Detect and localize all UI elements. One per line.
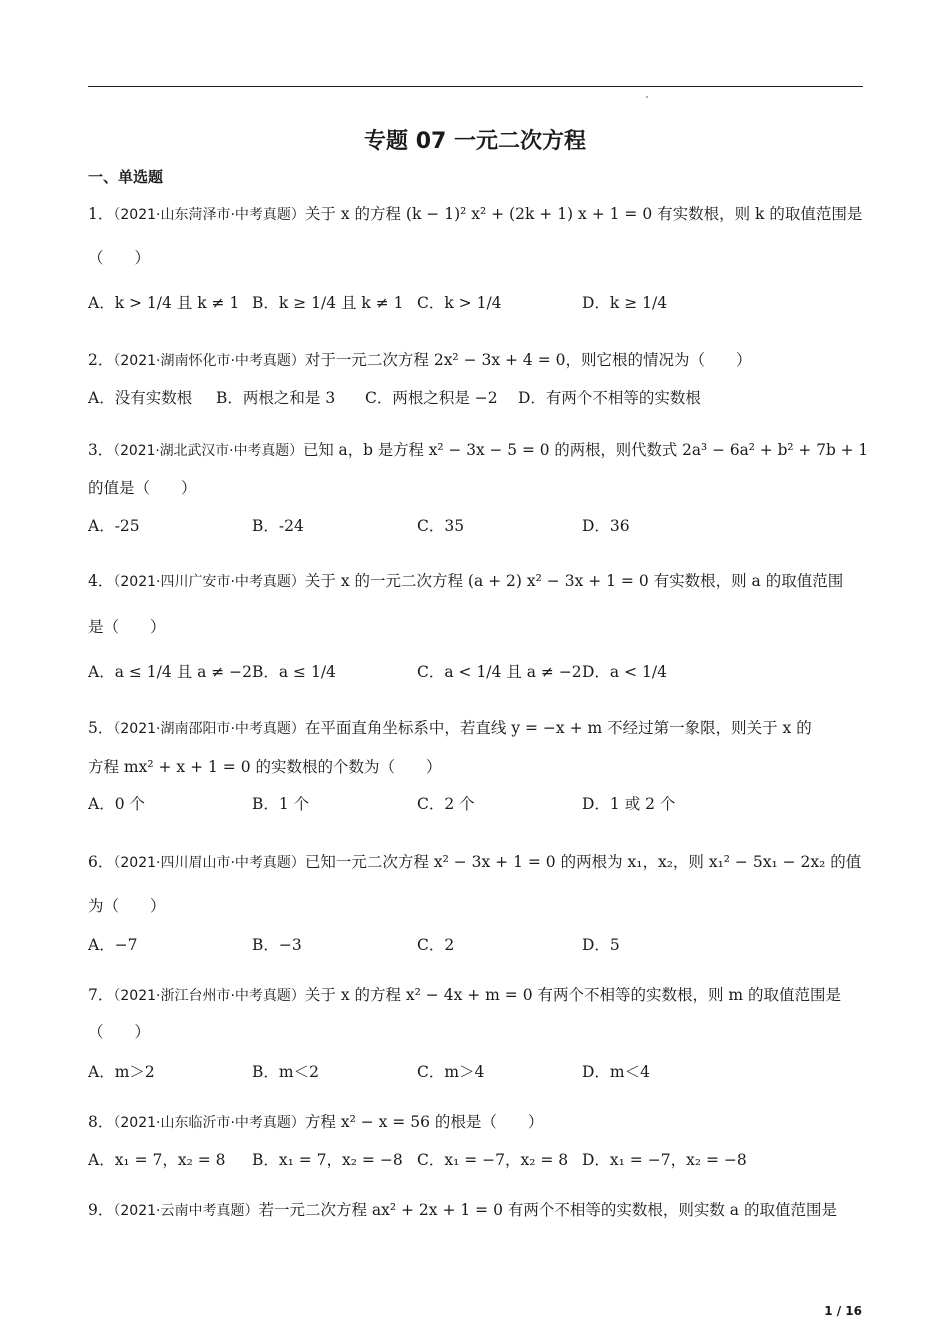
question-2-text: 对于一元二次方程 2x² − 3x + 4 = 0，则它根的情况为（ ） [304, 351, 752, 369]
question-2-line-1 [88, 349, 868, 372]
question-9-source: （2021·云南中考真题） [113, 1203, 259, 1219]
question-5-option-d: D．1 或 2 个 [582, 795, 676, 813]
question-6-option-c: C．2 [417, 936, 455, 954]
question-9-number: 9． [88, 1201, 114, 1219]
question-5-option-b: B．1 个 [252, 795, 310, 813]
question-7-line-1 [88, 984, 868, 1007]
question-3-text: 已知 a，b 是方程 x² − 3x − 5 = 0 的两根，则代数式 2a³ − 6a² + b² + 7b + 1 [302, 441, 869, 459]
question-7-option-c: C．m＞4 [417, 1063, 485, 1081]
question-8-line-1 [88, 1111, 868, 1134]
question-6-number: 6． [88, 853, 114, 871]
question-3-source: （2021·湖北武汉市·中考真题） [113, 443, 303, 459]
header-dot [646, 96, 648, 98]
question-5-line-1 [88, 717, 868, 740]
question-2-option-d: D．有两个不相等的实数根 [518, 389, 701, 407]
question-3-option-d: D．36 [582, 517, 630, 535]
question-4-option-c: C．a < 1/4 且 a ≠ −2 [417, 663, 582, 681]
question-8-source: （2021·山东临沂市·中考真题） [113, 1115, 305, 1131]
document-title: 专题 07 一元二次方程 [364, 129, 586, 154]
question-4-option-d: D．a < 1/4 [582, 663, 667, 681]
question-1-source: （2021·山东菏泽市·中考真题） [113, 207, 305, 223]
question-3-line-1 [88, 439, 869, 462]
question-8-option-b: B．x₁ = 7，x₂ = −8 [252, 1151, 403, 1169]
question-7-text: 关于 x 的方程 x² − 4x + m = 0 有两个不相等的实数根，则 m 的取值范围是 [304, 986, 842, 1004]
question-8-option-a: A．x₁ = 7，x₂ = 8 [88, 1151, 226, 1169]
question-5-source: （2021·湖南邵阳市·中考真题） [113, 721, 305, 737]
question-3-option-c: C．35 [417, 517, 465, 535]
question-1-option-d: D．k ≥ 1/4 [582, 294, 668, 312]
question-4-option-a: A．a ≤ 1/4 且 a ≠ −2 [88, 663, 253, 681]
question-2-source: （2021·湖南怀化市·中考真题） [113, 353, 305, 369]
question-1-option-c: C．k > 1/4 [417, 294, 502, 312]
question-2-option-c: C．两根之积是 −2 [365, 389, 498, 407]
question-3-option-a: A．-25 [88, 517, 140, 535]
question-8-option-d: D．x₁ = −7，x₂ = −8 [582, 1151, 747, 1169]
question-9-line-1 [88, 1199, 868, 1222]
section-title: 一、单选题 [88, 168, 164, 186]
question-4-number: 4． [88, 572, 114, 590]
question-5-option-a: A．0 个 [88, 795, 145, 813]
question-5-line-2: 方程 mx² + x + 1 = 0 的实数根的个数为（ ） [88, 758, 442, 776]
question-3-number: 3． [88, 441, 114, 459]
question-5-text: 在平面直角坐标系中，若直线 y = −x + m 不经过第一象限，则关于 x 的 [304, 719, 812, 737]
question-9-text: 若一元二次方程 ax² + 2x + 1 = 0 有两个不相等的实数根，则实数 a 的取值范围是 [258, 1201, 837, 1219]
question-7-option-b: B．m＜2 [252, 1063, 319, 1081]
question-1-number: 1． [88, 205, 114, 223]
question-2-option-a: A．没有实数根 [88, 389, 193, 407]
page-number: 1 / 16 [824, 1304, 862, 1318]
question-3-line-2: 的值是（ ） [88, 479, 197, 497]
question-6-option-d: D．5 [582, 936, 620, 954]
question-3-option-b: B．-24 [252, 517, 304, 535]
question-7-line-2: （ ） [88, 1023, 151, 1041]
question-2-option-b: B．两根之和是 3 [216, 389, 336, 407]
question-4-source: （2021·四川广安市·中考真题） [113, 574, 305, 590]
question-2-number: 2． [88, 351, 114, 369]
question-1-line-1 [88, 203, 868, 226]
question-5-option-c: C．2 个 [417, 795, 475, 813]
question-5-number: 5． [88, 719, 114, 737]
question-1-text: 关于 x 的方程 (k − 1)² x² + (2k + 1) x + 1 = 0 有实数根，则 k 的取值范围是 [304, 205, 863, 223]
question-6-text: 已知一元二次方程 x² − 3x + 1 = 0 的两根为 x₁，x₂，则 x₁² − 5x₁ − 2x₂ 的值 [304, 853, 862, 871]
question-1-option-a: A．k > 1/4 且 k ≠ 1 [88, 294, 240, 312]
question-4-text: 关于 x 的一元二次方程 (a + 2) x² − 3x + 1 = 0 有实数根，则 a 的取值范围 [304, 572, 844, 590]
question-6-option-a: A．−7 [88, 936, 138, 954]
question-8-text: 方程 x² − x = 56 的根是（ ） [304, 1113, 544, 1131]
question-4-option-b: B．a ≤ 1/4 [252, 663, 336, 681]
question-6-line-1 [88, 851, 868, 874]
question-4-line-2: 是（ ） [88, 618, 166, 636]
header-rule [88, 86, 863, 87]
question-7-source: （2021·浙江台州市·中考真题） [113, 988, 305, 1004]
question-1-line-2: （ ） [88, 249, 151, 267]
question-7-option-a: A．m＞2 [88, 1063, 155, 1081]
question-8-number: 8． [88, 1113, 114, 1131]
question-7-option-d: D．m＜4 [582, 1063, 650, 1081]
question-8-option-c: C．x₁ = −7，x₂ = 8 [417, 1151, 569, 1169]
question-6-line-2: 为（ ） [88, 897, 166, 915]
question-6-source: （2021·四川眉山市·中考真题） [113, 855, 305, 871]
question-1-option-b: B．k ≥ 1/4 且 k ≠ 1 [252, 294, 404, 312]
question-6-option-b: B．−3 [252, 936, 302, 954]
question-7-number: 7． [88, 986, 114, 1004]
question-4-line-1 [88, 570, 868, 593]
